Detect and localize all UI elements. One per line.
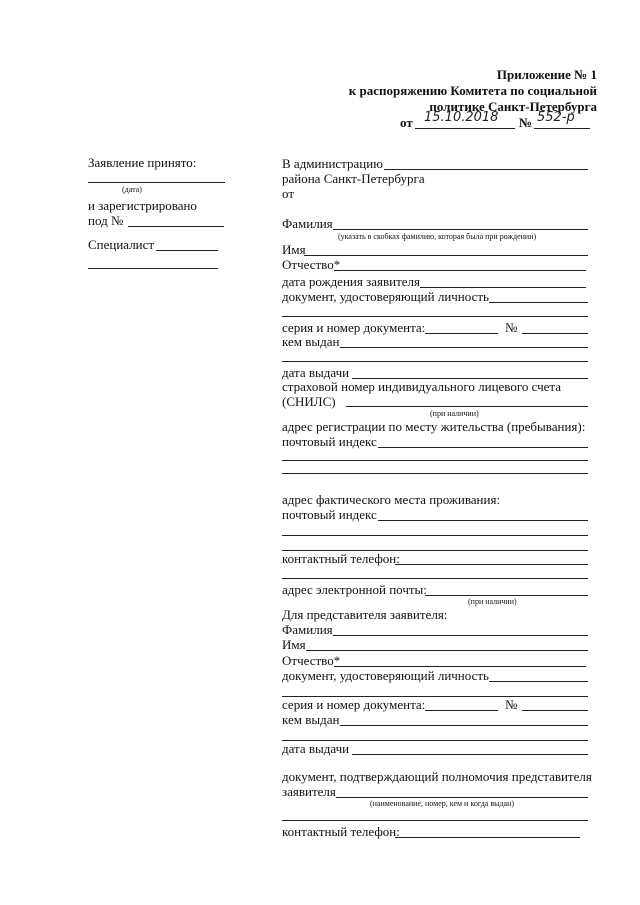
specialist-label: Специалист: [88, 237, 155, 252]
series-field[interactable]: [425, 333, 498, 334]
name-label: Имя: [282, 242, 306, 257]
snils-abbr-label: (СНИЛС): [282, 394, 336, 409]
email-label: адрес электронной почты:: [282, 582, 427, 597]
issue-date-label: дата выдачи: [282, 365, 350, 380]
id-document-label: документ, удостоверяющий личность: [282, 289, 489, 304]
reg-postal-code-label: почтовый индекс: [282, 434, 377, 449]
authority-doc-field[interactable]: [336, 797, 588, 798]
rep-patronymic-label: Отчество*: [282, 653, 341, 668]
rep-surname-field[interactable]: [333, 635, 588, 636]
rep-series-number-label: серия и номер документа:: [282, 697, 426, 712]
appendix-committee-line: политике Санкт-Петербурга: [429, 99, 597, 114]
order-number-handwritten: 552-р: [537, 110, 575, 125]
snils-hint: (при наличии): [430, 409, 479, 418]
rep-series-field[interactable]: [425, 710, 498, 711]
issued-by-field[interactable]: [340, 347, 588, 348]
rep-issue-date-label: дата выдачи: [282, 741, 350, 756]
phone-field[interactable]: [395, 564, 588, 565]
actual-address-line-1[interactable]: [282, 535, 588, 536]
rep-id-document-field[interactable]: [489, 681, 588, 682]
rep-document-number-field[interactable]: [522, 710, 588, 711]
rep-issue-date-field[interactable]: [352, 754, 588, 755]
order-number-label: №: [519, 115, 533, 130]
issued-by-field-line2[interactable]: [282, 361, 588, 362]
number-sign: №: [505, 320, 518, 335]
issued-by-label: кем выдан: [282, 334, 340, 349]
order-date-underline: [415, 128, 515, 129]
email-hint: (при наличии): [468, 597, 517, 606]
birth-date-label: дата рождения заявителя: [282, 274, 420, 289]
name-field[interactable]: [304, 255, 588, 256]
snils-label: страховой номер индивидуального лицевого счета: [282, 379, 562, 394]
series-number-label: серия и номер документа:: [282, 320, 426, 335]
authority-doc-field-line2[interactable]: [282, 820, 588, 821]
district-label: района Санкт-Петербурга: [282, 171, 425, 186]
actual-postal-code-field[interactable]: [378, 520, 588, 521]
order-number-underline: [534, 128, 590, 129]
rep-name-label: Имя: [282, 637, 306, 652]
registration-number-label: под №: [88, 213, 124, 228]
representative-title: Для представителя заявителя:: [282, 607, 448, 622]
order-date-handwritten: 15.10.2018: [424, 110, 499, 125]
rep-phone-label: контактный телефон:: [282, 824, 400, 839]
snils-field[interactable]: [346, 406, 588, 407]
email-field[interactable]: [425, 595, 588, 596]
administration-field[interactable]: [384, 169, 588, 170]
rep-id-document-label: документ, удостоверяющий личность: [282, 668, 489, 683]
phone-label: контактный телефон:: [282, 551, 400, 566]
rep-issued-by-label: кем выдан: [282, 712, 340, 727]
rep-name-field[interactable]: [306, 650, 588, 651]
registered-label: и зарегистрировано: [88, 198, 197, 213]
reg-address-line-1[interactable]: [282, 460, 588, 461]
surname-field[interactable]: [333, 229, 588, 230]
accepted-label: Заявление принято:: [88, 155, 197, 170]
reg-postal-code-field[interactable]: [378, 447, 588, 448]
document-number-field[interactable]: [522, 333, 588, 334]
specialist-signature-field[interactable]: [88, 268, 218, 269]
order-date-label: от: [400, 115, 413, 130]
rep-number-sign: №: [505, 697, 518, 712]
authority-doc-label-line2: заявителя: [282, 784, 336, 799]
rep-phone-field[interactable]: [395, 837, 580, 838]
surname-label: Фамилия: [282, 216, 333, 231]
actual-address-label: адрес фактического места проживания:: [282, 492, 501, 507]
birth-date-field[interactable]: [420, 287, 586, 288]
registration-number-field[interactable]: [128, 226, 224, 227]
surname-hint: (указать в скобках фамилию, которая была при рождении): [338, 232, 537, 241]
accepted-date-field[interactable]: [88, 182, 225, 183]
reg-address-label: адрес регистрации по месту жительства (пребывания):: [282, 419, 586, 434]
reg-address-line-2[interactable]: [282, 473, 588, 474]
rep-patronymic-field[interactable]: [334, 666, 586, 667]
patronymic-field[interactable]: [334, 270, 586, 271]
appendix-title: Приложение № 1: [496, 67, 597, 82]
rep-issued-by-field[interactable]: [340, 725, 588, 726]
id-document-field-line2[interactable]: [282, 316, 588, 317]
specialist-field[interactable]: [156, 250, 218, 251]
accepted-date-hint: (дата): [122, 185, 142, 194]
rep-surname-label: Фамилия: [282, 622, 333, 637]
authority-doc-label: документ, подтверждающий полномочия представителя: [282, 769, 592, 784]
appendix-order-line: к распоряжению Комитета по социальной: [348, 83, 597, 98]
actual-postal-code-label: почтовый индекс: [282, 507, 377, 522]
from-label: от: [282, 186, 295, 201]
id-document-field[interactable]: [489, 302, 588, 303]
patronymic-label: Отчество*: [282, 257, 341, 272]
to-administration-label: В администрацию: [282, 156, 383, 171]
phone-field-line2[interactable]: [282, 578, 588, 579]
authority-doc-hint: (наименование, номер, кем и когда выдан): [370, 799, 515, 808]
